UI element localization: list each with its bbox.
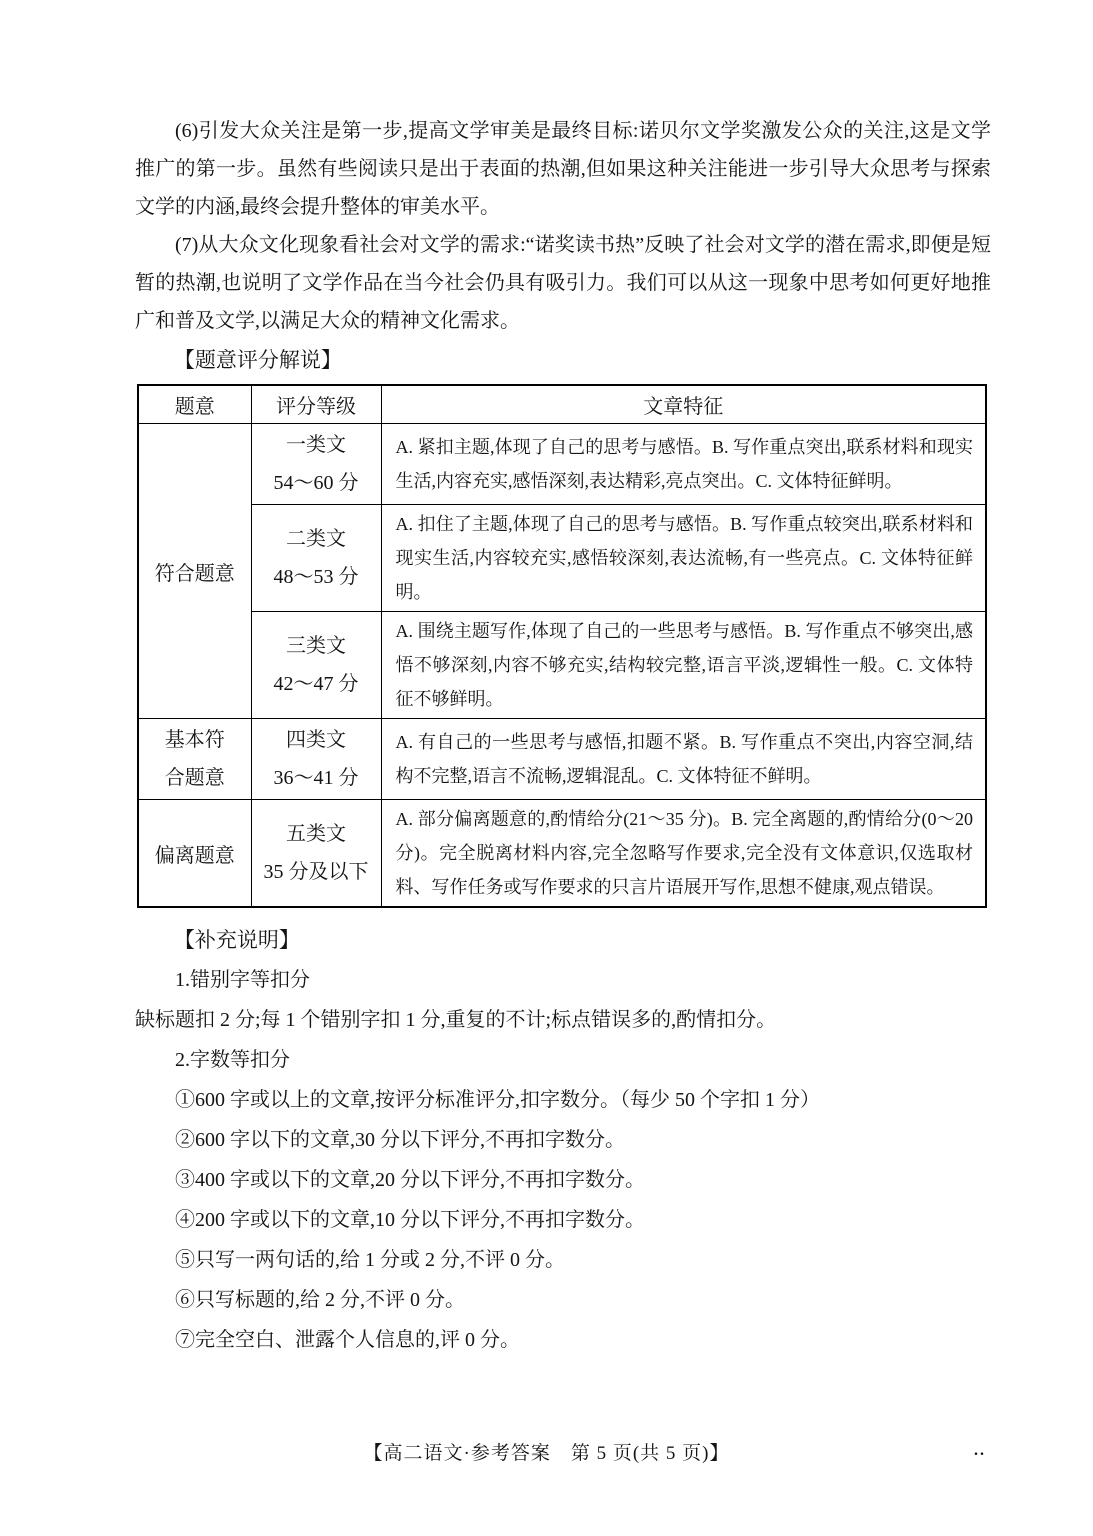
topic-line: 基本符 — [164, 729, 225, 751]
features-cell-5: A. 部分偏离题意的,酌情给分(21～35 分)。B. 完全离题的,酌情给分(0～20 分)。完全脱离材料内容,完全忽略写作要求,完全没有文体意识,仅选取材料、写作任务或写作要求的只言片语展开写作,思想不健康,观点错误。 — [381, 800, 986, 908]
grade-name: 二类文 — [286, 528, 346, 550]
grade-name: 三类文 — [286, 635, 346, 657]
grade-score: 54～60 分 — [273, 472, 359, 494]
topic-cell-conform: 符合题意 — [138, 424, 251, 719]
grade-cell-2 — [251, 505, 381, 612]
features-cell-4: A. 有自己的一些思考与感悟,扣题不紧。B. 写作重点不突出,内容空洞,结构不完整,语言不流畅,逻辑混乱。C. 文体特征不鲜明。 — [381, 719, 986, 800]
supplement-point-2: ②600 字以下的文章,30 分以下评分,不再扣字数分。 — [175, 1129, 625, 1151]
footer-text: 【高二语文·参考答案 第 5 页(共 5 页)】 — [363, 1443, 730, 1464]
grade-cell-3 — [251, 612, 381, 719]
supplement-title: 【补充说明】 — [173, 928, 300, 952]
supplement-point-7: ⑦完全空白、泄露个人信息的,评 0 分。 — [175, 1329, 520, 1351]
table-row-grade1 — [138, 424, 986, 505]
supplement-point-6: ⑥只写标题的,给 2 分,不评 0 分。 — [175, 1289, 465, 1311]
header-topic: 题意 — [138, 385, 251, 424]
grade-score: 35 分及以下 — [263, 861, 369, 883]
supplement-item1-body: 缺标题扣 2 分;每 1 个错别字扣 1 分,重复的不计;标点错误多的,酌情扣分。 — [135, 1009, 777, 1031]
supplement-item1-title: 1.错别字等扣分 — [175, 969, 310, 991]
table-row-grade5 — [138, 800, 986, 908]
supplement-item2-title: 2.字数等扣分 — [175, 1049, 290, 1071]
scan-edge-mark: .. — [974, 1442, 986, 1459]
supplement-point-1: ①600 字或以上的文章,按评分标准评分,扣字数分。（每少 50 个字扣 1 分） — [175, 1089, 820, 1111]
topic-cell-basic-conform — [138, 719, 251, 800]
page-footer — [0, 1438, 1093, 1465]
scoring-table — [137, 384, 987, 908]
grade-cell-4 — [251, 719, 381, 800]
header-grade: 评分等级 — [251, 385, 381, 424]
grade-cell-1 — [251, 424, 381, 505]
supplement-point-3: ③400 字或以下的文章,20 分以下评分,不再扣字数分。 — [175, 1169, 645, 1191]
table-row-grade2 — [138, 505, 986, 612]
paragraph-6: (6)引发大众关注是第一步,提高文学审美是最终目标:诺贝尔文学奖激发公众的关注,这是文学推广的第一步。虽然有些阅读只是出于表面的热潮,但如果这种关注能进一步引导大众思考与探索文学的内涵,最终会提升整体的审美水平。 — [135, 120, 991, 218]
table-row-grade3 — [138, 612, 986, 719]
features-cell-2: A. 扣住了主题,体现了自己的思考与感悟。B. 写作重点较突出,联系材料和现实生活,内容较充实,感悟较深刻,表达流畅,有一些亮点。C. 文体特征鲜明。 — [381, 505, 986, 612]
grade-name: 五类文 — [286, 823, 346, 845]
table-row-grade4 — [138, 719, 986, 800]
scoring-section-title: 【题意评分解说】 — [173, 348, 342, 372]
header-features: 文章特征 — [381, 385, 986, 424]
grade-name: 四类文 — [286, 729, 346, 751]
topic-line: 合题意 — [164, 767, 225, 789]
supplement-point-5: ⑤只写一两句话的,给 1 分或 2 分,不评 0 分。 — [175, 1249, 565, 1271]
paragraph-7: (7)从大众文化现象看社会对文学的需求:“诺奖读书热”反映了社会对文学的潜在需求,即便是短暂的热潮,也说明了文学作品在当今社会仍具有吸引力。我们可以从这一现象中思考如何更好地推广和普及文学,以满足大众的精神文化需求。 — [135, 234, 991, 332]
document-content — [135, 112, 991, 1360]
features-cell-1: A. 紧扣主题,体现了自己的思考与感悟。B. 写作重点突出,联系材料和现实生活,内容充实,感悟深刻,表达精彩,亮点突出。C. 文体特征鲜明。 — [381, 424, 986, 505]
grade-cell-5 — [251, 800, 381, 908]
grade-score: 48～53 分 — [273, 566, 359, 588]
topic-cell-off-topic: 偏离题意 — [138, 800, 251, 908]
features-cell-3: A. 围绕主题写作,体现了自己的一些思考与感悟。B. 写作重点不够突出,感悟不够深刻,内容不够充实,结构较完整,语言平淡,逻辑性一般。C. 文体特征不够鲜明。 — [381, 612, 986, 719]
grade-score: 36～41 分 — [273, 767, 359, 789]
grade-name: 一类文 — [286, 434, 346, 456]
supplement-point-4: ④200 字或以下的文章,10 分以下评分,不再扣字数分。 — [175, 1209, 645, 1231]
table-header-row — [138, 385, 986, 424]
grade-score: 42～47 分 — [273, 673, 359, 695]
